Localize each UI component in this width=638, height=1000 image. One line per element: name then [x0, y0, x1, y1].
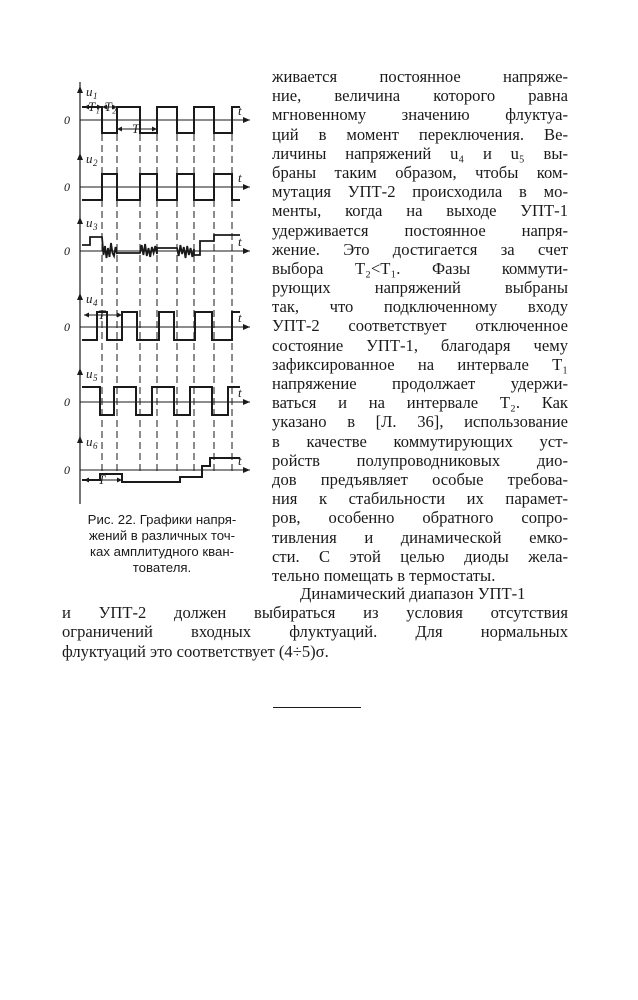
text-line: Динамический диапазон УПТ-1	[300, 584, 526, 603]
text-line: в качестве коммутирующих уст-	[272, 431, 568, 451]
text-line: напряжение продолжает удержи-	[272, 374, 568, 393]
zero-label: 0	[64, 463, 70, 477]
text-line: ограничений входных флуктуаций. Для нормальных	[62, 622, 568, 642]
panel-voltage-subscript: 2	[93, 158, 98, 168]
interval-t-panel6-label: T	[98, 472, 106, 487]
time-label: t	[238, 103, 242, 118]
panel-voltage-label: u	[86, 215, 93, 230]
text-line: мгновенному значению флуктуа-	[272, 105, 568, 125]
text-line: сти. С этой целью диоды жела-	[272, 546, 568, 566]
time-label: t	[238, 453, 242, 468]
text-line: тельно помещать в термостаты.	[272, 565, 496, 585]
time-label: t	[238, 385, 242, 400]
text-line: ройств полупроводниковых дио-	[272, 450, 568, 470]
text-line: УПТ-2 соответствует отключенное	[272, 316, 568, 336]
text-line: дов предъявляет особые требова-	[272, 469, 568, 489]
time-axis-arrow	[243, 324, 250, 330]
text-line: указано в [Л. 36], использование	[272, 412, 568, 432]
panel-voltage-label: u	[86, 84, 93, 99]
zero-label: 0	[64, 180, 70, 194]
text-line: ние, величина которого равна	[272, 86, 568, 106]
interval-t-panel4-label: T	[98, 307, 106, 322]
time-axis-arrow	[243, 399, 250, 405]
right-column-text	[272, 67, 568, 585]
voltage-axis-arrow	[77, 368, 83, 375]
time-axis-arrow	[243, 248, 250, 254]
voltage-axis-arrow	[77, 86, 83, 93]
text-line: и УПТ-2 должен выбираться из условия отсутствия	[62, 603, 568, 623]
voltage-graphs-figure	[62, 72, 262, 512]
panel-voltage-label: u	[86, 434, 93, 449]
caption-line: жений в различных точ-	[88, 528, 236, 543]
panel-voltage-subscript: 1	[93, 91, 98, 101]
text-line: флуктуаций это соответствует (4÷5)σ.	[62, 641, 329, 661]
interval-t-panel6-arrow-left	[84, 478, 89, 483]
voltage-axis-arrow	[77, 293, 83, 300]
text-line: живается постоянное напряже-	[272, 67, 568, 86]
time-label: t	[238, 170, 242, 185]
voltage-axis-arrow	[77, 153, 83, 160]
text-line: ваться и на интервале T₂. Как	[272, 393, 568, 413]
voltage-axis-arrow	[77, 217, 83, 224]
panel-voltage-subscript: 6	[93, 441, 98, 451]
panel-voltage-subscript: 3	[93, 222, 98, 232]
caption-line: Рис. 22. Графики напря-	[87, 512, 237, 527]
text-line: ния к стабильности их парамет-	[272, 489, 568, 509]
text-line: жение. Это достигается за счет	[272, 239, 568, 259]
zero-label: 0	[64, 320, 70, 334]
time-axis-arrow	[243, 467, 250, 473]
zero-label: 0	[64, 395, 70, 409]
sample-hold-signal	[82, 235, 240, 258]
panel-voltage-label: u	[86, 151, 93, 166]
text-line: состояние УПТ-1, благодаря чему	[272, 335, 568, 355]
text-line: зафиксированное на интервале T₁	[272, 354, 568, 374]
text-line: мутация УПТ-2 происходила в мо-	[272, 182, 568, 202]
text-line: удерживается постоянное напря-	[272, 220, 568, 240]
text-line: браны таким образом, чтобы ком-	[272, 162, 568, 182]
interval-t-label: T	[132, 121, 140, 136]
interval-t1-label: T₁	[88, 99, 100, 114]
panel-voltage-label: u	[86, 366, 93, 381]
text-line: тивления и динамической емко-	[272, 527, 568, 547]
figure-caption	[62, 512, 262, 576]
text-line: ций в момент переключения. Ве-	[272, 124, 568, 144]
time-axis-arrow	[243, 184, 250, 190]
voltage-axis-arrow	[77, 436, 83, 443]
text-line: личины напряжений u₄ и u₅ вы-	[272, 143, 568, 163]
panel-voltage-label: u	[86, 291, 93, 306]
interval-t-panel4-arrow-left	[84, 313, 89, 318]
text-line: выбора T₂<T₁. Фазы коммути-	[272, 258, 568, 278]
time-label: t	[238, 234, 242, 249]
square-wave	[82, 312, 240, 340]
time-axis-arrow	[243, 117, 250, 123]
panel-voltage-subscript: 4	[93, 298, 98, 308]
zero-label: 0	[64, 113, 70, 127]
full-width-paragraph	[62, 584, 568, 661]
caption-line: ках амплитудного кван-	[89, 544, 235, 559]
text-line: менты, когда на выходе УПТ-1	[272, 201, 568, 221]
panel-voltage-subscript: 5	[93, 373, 98, 383]
text-line: так, что подключенному входу	[272, 297, 568, 317]
caption-line: тователя.	[132, 560, 192, 575]
section-divider	[273, 707, 361, 708]
square-wave	[82, 387, 240, 415]
zero-label: 0	[64, 244, 70, 258]
time-label: t	[238, 310, 242, 325]
interval-t2-label: T₂	[104, 99, 117, 114]
text-line: ров, особенно обратного сопро-	[272, 508, 568, 528]
voltage-graphs-svg	[62, 72, 262, 512]
text-line: рующих напряжений выбраны	[272, 278, 568, 298]
